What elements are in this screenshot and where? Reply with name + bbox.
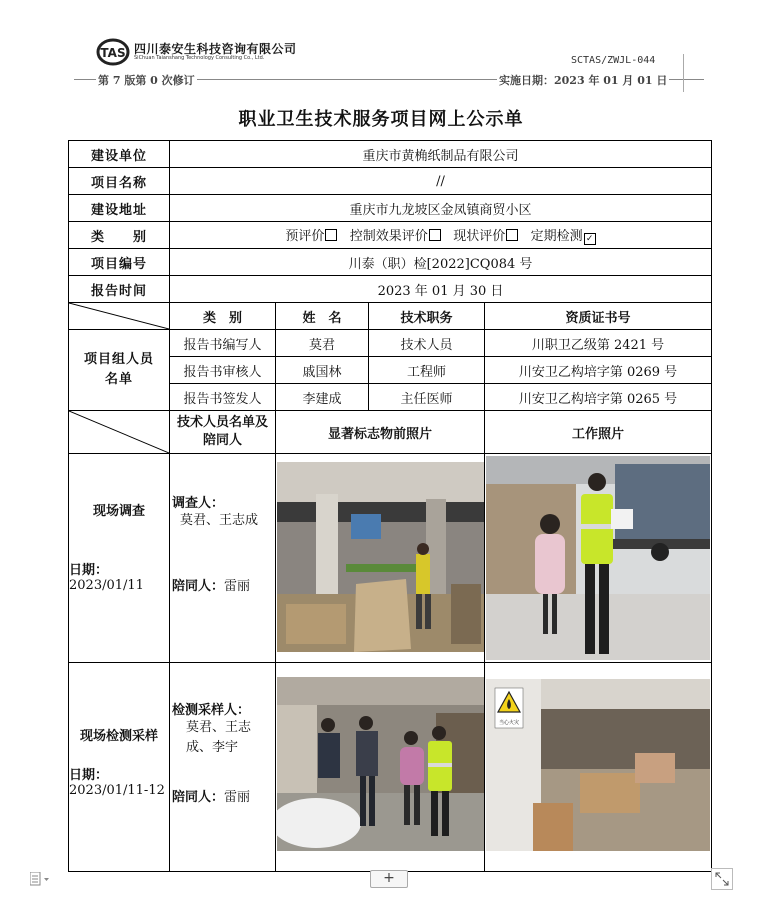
companion-label: 陪同人：: [172, 790, 225, 805]
sampler-names: 莫君、王志成、李宇: [186, 720, 252, 755]
category-label: 类 别: [69, 222, 170, 249]
row-unit: [69, 141, 712, 168]
document-code: SCTAS/ZWJL-044: [571, 55, 656, 66]
row-category: [69, 222, 712, 249]
team-header-row: [69, 303, 712, 330]
category-status-evaluation: 现状评价: [453, 229, 518, 244]
work-photo-sampling: [485, 663, 712, 872]
companion-name: 雷丽: [224, 579, 251, 594]
investigator-names: 莫君、王志成: [180, 513, 259, 528]
team-member-name: 戚国林: [276, 357, 369, 384]
work-photo-survey: [485, 454, 712, 663]
team-role: 报告书审核人: [170, 357, 276, 384]
team-col-cert: 资质证书号: [485, 303, 712, 330]
project-name-label: 项目名称: [69, 168, 170, 195]
row-project-name: [69, 168, 712, 195]
diagonal-cell: [69, 303, 170, 330]
site-survey-cell: [69, 454, 170, 663]
team-member-cert: 川安卫乙构培字第 0265 号: [485, 384, 712, 411]
project-number-label: 项目编号: [69, 249, 170, 276]
company-name-cn: 四川泰安生科技咨询有限公司: [134, 42, 297, 56]
team-member-name: 李建成: [276, 384, 369, 411]
company-logo-icon: [96, 38, 130, 66]
category-options: [170, 222, 712, 249]
site-sampling-row: [69, 663, 712, 872]
team-member-title: 工程师: [369, 357, 485, 384]
unit-value: 重庆市黄桷纸制品有限公司: [170, 141, 712, 168]
address-value: 重庆市九龙坡区金凤镇商贸小区: [170, 195, 712, 222]
category-periodic-testing: 定期检测 ✓: [531, 229, 596, 244]
add-button[interactable]: +: [370, 870, 408, 888]
site-survey-people: [170, 454, 276, 663]
report-time-value: 2023 年 01 月 30 日: [170, 276, 712, 303]
site-sampling-cell: [69, 663, 170, 872]
address-label: 建设地址: [69, 195, 170, 222]
report-time-label: 报告时间: [69, 276, 170, 303]
landmark-photo-header: 显著标志物前照片: [276, 411, 485, 454]
truck-photo: [485, 454, 711, 662]
category-control-effect: 控制效果评价: [350, 229, 441, 244]
site-sampling-date-label: 日期：: [69, 768, 109, 783]
svg-text:TAS: TAS: [100, 46, 126, 60]
site-sampling-people: [170, 663, 276, 872]
diagonal-cell: [69, 411, 170, 454]
team-member-name: 莫君: [276, 330, 369, 357]
warehouse-photo: [276, 454, 485, 662]
site-survey-date: 2023/01/11: [69, 578, 144, 593]
project-number-value: 川泰（职）检[2022]CQ084 号: [170, 249, 712, 276]
checkbox-status-evaluation[interactable]: [506, 229, 518, 241]
checkbox-control-effect[interactable]: [429, 229, 441, 241]
page-title: 职业卫生技术服务项目网上公示单: [238, 109, 524, 130]
team-role: 报告书签发人: [170, 384, 276, 411]
site-survey-date-label: 日期：: [69, 563, 109, 578]
site-survey-title: 现场调查: [92, 504, 145, 519]
team-label: 项目组人员名单: [69, 330, 170, 411]
fire-sign-photo: [485, 663, 711, 871]
team-member-title: 主任医师: [369, 384, 485, 411]
project-name-value: //: [170, 168, 712, 195]
landmark-photo-sampling: [276, 663, 485, 872]
team-col-title: 技术职务: [369, 303, 485, 330]
sampler-label: 检测采样人：: [172, 703, 251, 718]
team-role: 报告书编写人: [170, 330, 276, 357]
investigator-label: 调查人：: [172, 496, 225, 511]
effective-date: 实施日期：2023 年 01 月 01 日: [499, 74, 668, 87]
photos-header-row: [69, 411, 712, 454]
work-photo-header: 工作照片: [485, 411, 712, 454]
tech-staff-header: 技术人员名单及陪同人: [170, 411, 276, 454]
site-sampling-title: 现场检测采样: [79, 729, 158, 744]
row-address: [69, 195, 712, 222]
row-project-number: [69, 249, 712, 276]
team-member-cert: 川安卫乙构培字第 0269 号: [485, 357, 712, 384]
svg-text:当心火灾: 当心火灾: [498, 720, 520, 726]
team-member-title: 技术人员: [369, 330, 485, 357]
team-row: [69, 330, 712, 357]
site-sampling-date: 2023/01/11-12: [69, 783, 165, 798]
site-survey-row: [69, 454, 712, 663]
company-name-en: SiChuan Taianshang Technology Consulting Co., Ltd.: [134, 55, 265, 61]
category-pre-evaluation: 预评价: [285, 229, 337, 244]
document-icon[interactable]: [30, 872, 50, 886]
disclosure-table: [68, 140, 712, 872]
landmark-photo-survey: [276, 454, 485, 663]
companion-label: 陪同人：: [172, 579, 225, 594]
expand-icon: [712, 869, 732, 889]
checkbox-periodic-testing[interactable]: ✓: [584, 233, 596, 245]
companion-name: 雷丽: [224, 790, 251, 805]
team-member-cert: 川职卫乙级第 2421 号: [485, 330, 712, 357]
fire-warning-sign-icon: [495, 688, 523, 728]
team-col-name: 姓 名: [276, 303, 369, 330]
unit-label: 建设单位: [69, 141, 170, 168]
group-photo: [276, 663, 485, 871]
row-report-time: [69, 276, 712, 303]
edition-label: 第 7 版第 0 次修订: [98, 74, 195, 87]
checkbox-pre-evaluation[interactable]: [325, 229, 337, 241]
team-col-category: 类 别: [170, 303, 276, 330]
header-corner-mark: [683, 54, 684, 92]
expand-button[interactable]: [711, 868, 733, 890]
